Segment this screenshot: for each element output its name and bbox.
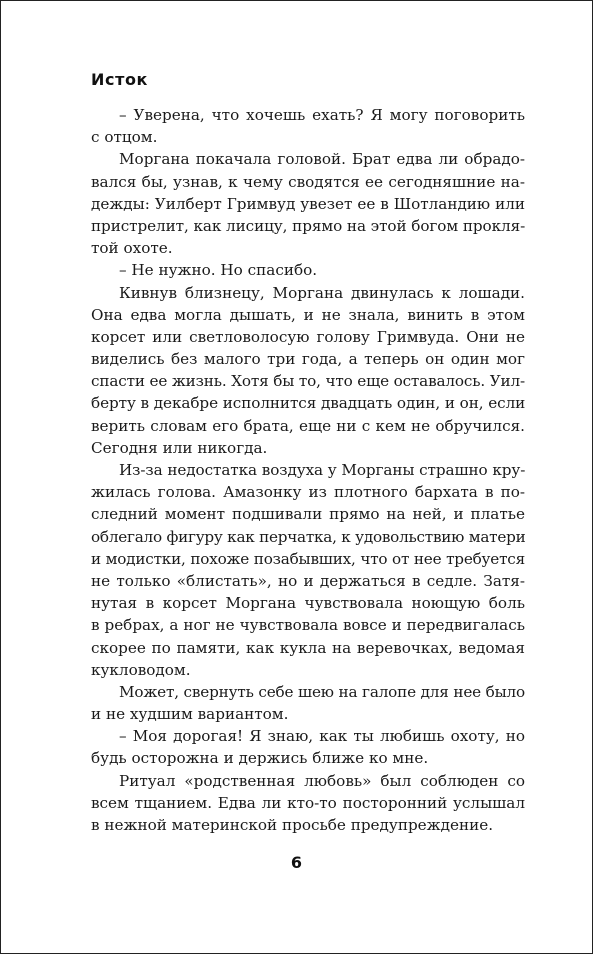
text-line: жилась голова. Амазонку из плотного бархата в по- [91,483,525,502]
text-line: Из-за недостатка воздуха у Морганы страшно кру- [119,461,526,479]
paragraph [91,104,525,148]
text-line: виделись без малого три года, а теперь он один мог [91,350,525,369]
body-text [91,104,525,836]
text-line: в ребрах, а ног не чувствовала вовсе и передвигалась [91,616,525,635]
text-line: будь осторожна и держись ближе ко мне. [91,749,429,768]
page-number: 6 [290,853,303,872]
text-line: всем тщанием. Едва ли кто-то посторонний услышал [91,793,525,812]
text-line: дежды: Уилберт Гримвуд увезет ее в Шотландию или [91,194,525,213]
text-line: в нежной материнской просьбе предупреждение. [91,816,494,834]
text-line: и не худшим вариантом. [91,705,289,724]
text-line: той охоте. [91,239,173,258]
paragraph [91,282,525,460]
text-line: пристрелит, как лисицу, прямо на этой богом прокля- [91,216,526,235]
text-line: нутая в корсет Моргана чувствовала ноющую боль [91,594,525,613]
paragraph [91,725,525,769]
text-line: – Моя дорогая! Я знаю, как ты любишь охоту, но [119,727,525,746]
paragraph [91,259,525,281]
text-line: Может, свернуть себе шею на галопе для нее было [119,682,525,701]
text-line: Моргана покачала головой. Брат едва ли обрадо- [119,150,525,169]
text-line: и модистки, похоже позабывших, что от нее требуется [91,549,525,568]
paragraph [91,681,525,725]
text-line: спасти ее жизнь. Хотя бы то, что еще оставалось. Уил- [91,372,525,391]
paragraph [91,459,525,681]
text-line: Сегодня или никогда. [91,438,268,457]
text-line: не только «блистать», но и держаться в седле. Затя- [91,571,525,590]
text-line: с отцом. [91,128,158,147]
text-line: берту в декабре исполнится двадцать один, и он, если [91,394,526,413]
text-line: вался бы, узнав, к чему сводятся ее сегодняшние на- [91,172,525,191]
text-line: Она едва могла дышать, и не знала, винить в этом [91,305,525,324]
text-line: облегало фигуру как перчатка, к удовольствию матери [91,527,526,546]
paragraph [91,770,525,837]
text-line: скорее по памяти, как кукла на веревочках, ведомая [91,638,525,657]
running-head: Исток [91,70,148,89]
text-line: – Не нужно. Но спасибо. [119,261,318,280]
text-line: – Уверена, что хочешь ехать? Я могу поговорить [119,106,525,124]
text-line: корсет или светловолосую голову Гримвуда. Они не [91,327,525,346]
text-line: кукловодом. [91,660,191,679]
text-line: следний момент подшивали прямо на ней, и платье [91,505,525,524]
paragraph [91,148,525,259]
text-line: верить словам его брата, еще ни с кем не обручился. [91,416,525,435]
text-line: Кивнув близнецу, Моргана двинулась к лошади. [119,283,525,302]
text-line: Ритуал «родственная любовь» был соблюден со [119,771,525,790]
